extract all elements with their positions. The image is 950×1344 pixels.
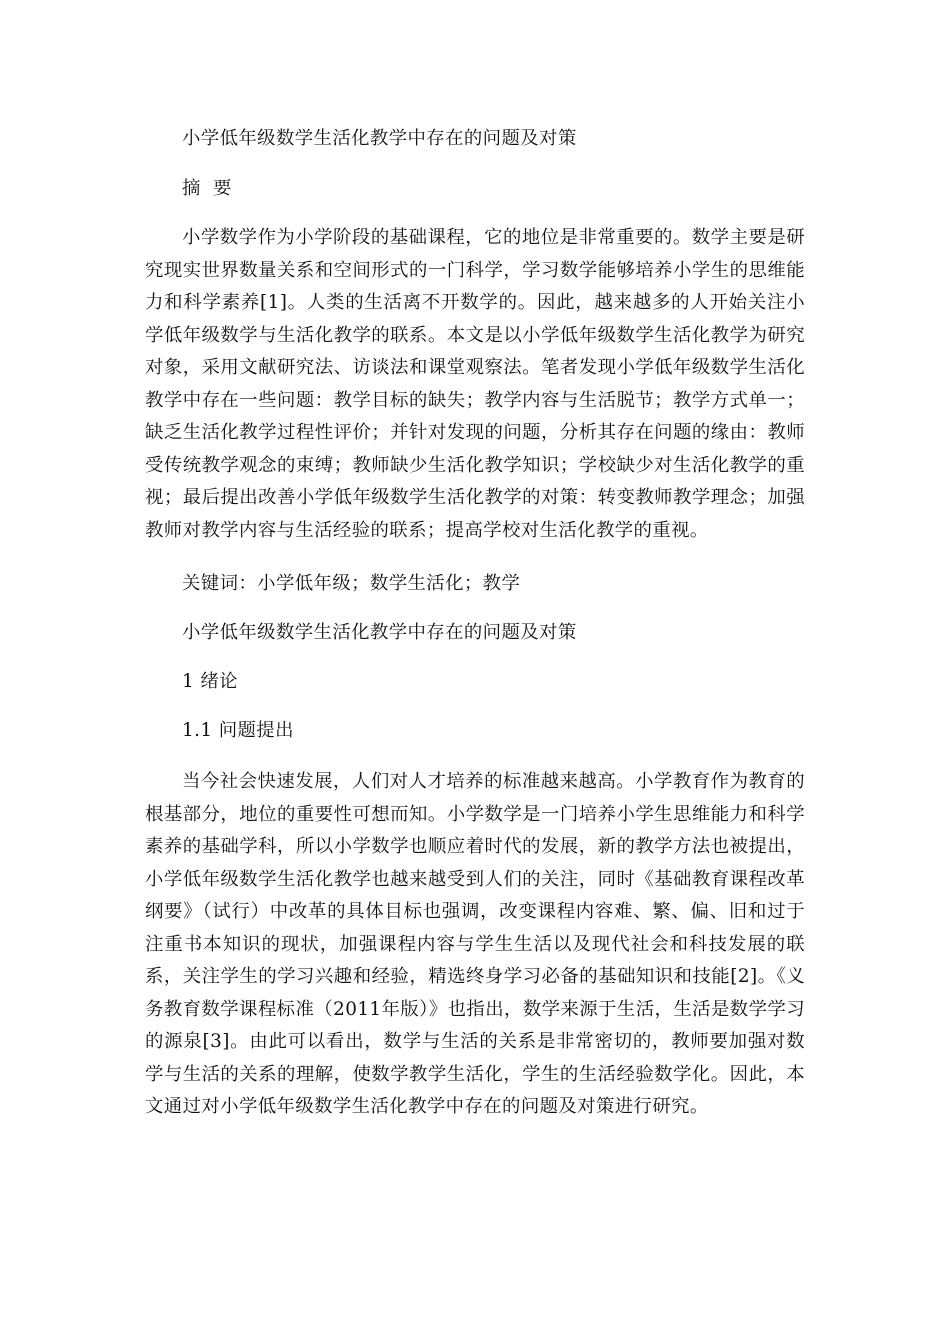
- keywords-line: 关键词：小学低年级；数学生活化；教学: [182, 573, 521, 594]
- abstract-paragraph: 小学数学作为小学阶段的基础课程，它的地位是非常重要的。数学主要是研究现实世界数量关系和空间形式的一门科学，学习数学能够培养小学生的思维能力和科学素养[1]。人类的生活离不开数学的。因此，越来越多的人开始关注小学低年级数学与生活化教学的联系。本文是以小学低年级数学生活化教学为研究对象，采用文献研究法、访谈法和课堂观察法。笔者发现小学低年级数学生活化教学中存在一些问题：教学目标的缺失；教学内容与生活脱节；教学方式单一；缺乏生活化教学过程性评价；并针对发现的问题，分析其存在问题的缘由：教师受传统教学观念的束缚；教师缺少生活化教学知识；学校缺少对生活化教学的重视；最后提出改善小学低年级数学生活化教学的对策：转变教师教学理念；加强教师对教学内容与生活经验的联系；提高学校对生活化教学的重视。: [145, 227, 805, 541]
- body-paragraph: 当今社会快速发展，人们对人才培养的标准越来越高。小学教育作为教育的根基部分，地位的重要性可想而知。小学数学是一门培养小学生思维能力和科学素养的基础学科，所以小学数学也顺应着时代的发展，新的教学方法也被提出，小学低年级数学生活化教学也越来越受到人们的关注，同时《基础教育课程改革纲要》（试行）中改革的具体目标也强调，改变课程内容难、繁、偏、旧和过于注重书本知识的现状，加强课程内容与学生生活以及现代社会和科技发展的联系，关注学生的学习兴趣和经验，精选终身学习必备的基础知识和技能[2]。《义务教育数学课程标准（2011年版）》也指出，数学来源于生活，生活是数学学习的源泉[3]。由此可以看出，数学与生活的关系是非常密切的，教师要加强对数学与生活的关系的理解，使数学教学生活化，学生的生活经验数学化。因此，本文通过对小学低年级数学生活化教学中存在的问题及对策进行研究。: [145, 771, 805, 1117]
- paper-title-repeat: 小学低年级数学生活化教学中存在的问题及对策: [182, 622, 577, 643]
- document-content: [145, 124, 805, 1124]
- paper-title: 小学低年级数学生活化教学中存在的问题及对策: [182, 128, 577, 149]
- section-heading-1: 1 绪论: [182, 671, 238, 692]
- section-heading-1-1: 1.1 问题提出: [182, 720, 294, 741]
- abstract-heading: 摘 要: [182, 178, 232, 199]
